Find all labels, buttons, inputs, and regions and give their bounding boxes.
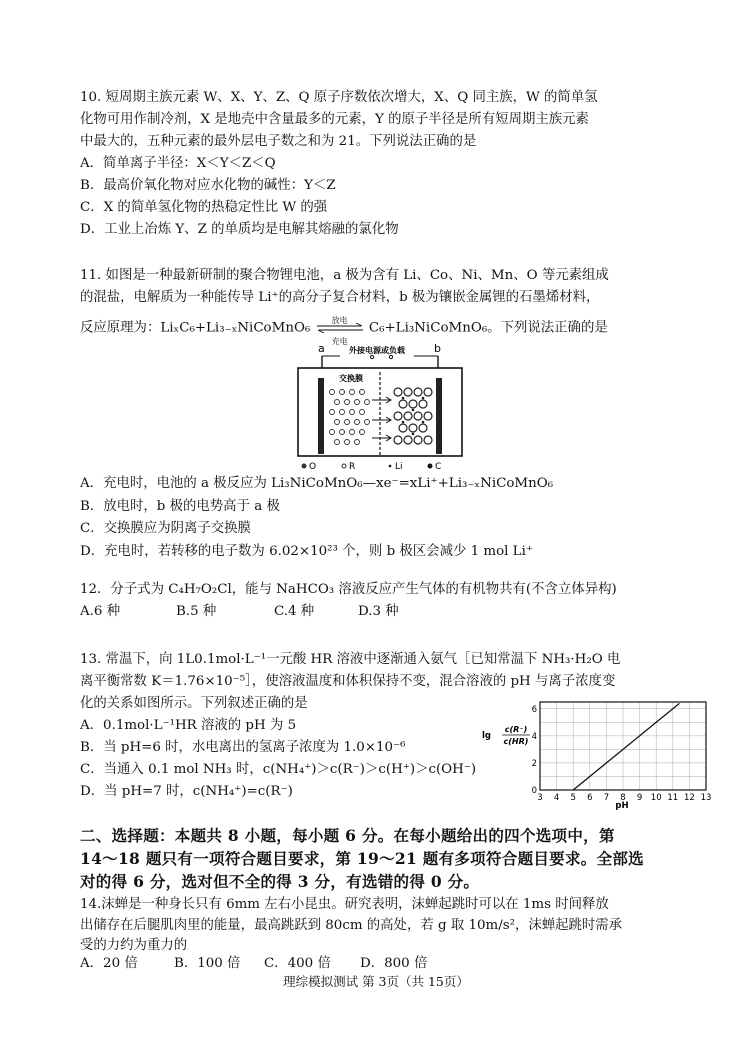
section2-line-1: 二、选择题：本题共 8 小题，每小题 6 分。在每小题给出的四个选项中，第 [80, 826, 615, 845]
arrow-top-label: 放电 [331, 316, 348, 325]
q13-stem-line-3: 化的关系如图所示。下列叙述正确的是 [80, 696, 308, 711]
reversible-arrow [315, 316, 365, 346]
external-circuit-label: 外接电源或负载 [349, 346, 405, 355]
q13-option-d: D．当 pH=7 时，c(NH₄⁺)=c(R⁻) [80, 784, 293, 799]
arrow-bottom-label: 充电 [331, 337, 348, 346]
membrane-label: 交换膜 [339, 374, 363, 383]
q11-option-d: D．充电时，若转移的电子数为 6.02×10²³ 个，则 b 极区会减少 1 mol Li⁺ [80, 544, 533, 559]
q11-reaction-right: C₆+Li₃NiCoMnO₆。下列说法正确的是 [368, 320, 608, 336]
q12-option-d: D.3 种 [358, 604, 399, 619]
x-tick-label: 4 [553, 793, 560, 803]
x-tick-label: 12 [683, 793, 695, 803]
x-tick-label: 11 [667, 793, 679, 803]
x-tick-label: 7 [603, 793, 610, 803]
q14-stem-line-2: 出储存在后腿肌肉里的能量，最高跳跃到 80cm 的高处，若 g 取 10m/s²，沫蝉起跳时需承 [80, 918, 623, 933]
q10-stem-line-3: 中最大的，五种元素的最外层电子数之和为 21。下列说法正确的是 [80, 134, 477, 149]
q11-stem-line-2: 的混盐，电解质为一种能传导 Li⁺的高分子复合材料，b 极为镶嵌金属锂的石墨烯材料， [80, 290, 600, 305]
q12-options [80, 602, 399, 622]
x-tick-label: 13 [700, 793, 712, 803]
x-tick-label: 5 [570, 793, 576, 803]
y-tick-label: 2 [531, 758, 537, 769]
q14-option-d: D．800 倍 [360, 956, 428, 971]
q11-reaction-prefix: 反应原理为： [80, 320, 161, 336]
q11-reaction-left: LiₓC₆+Li₃₋ₓNiCoMnO₆ [160, 320, 311, 336]
q14-option-b: B．100 倍 [174, 956, 241, 971]
q14-options [80, 954, 427, 974]
section2-line-3: 对的得 6 分，选对但不全的得 3 分，有选错的得 0 分。 [80, 872, 480, 891]
q12-option-a: A.6 种 [80, 604, 121, 619]
section2-line-2: 14～18 题只有一项符合题目要求，第 19～21 题有多项符合题目要求。全部选 [80, 849, 644, 868]
ph-chart [480, 694, 712, 810]
series-line [573, 703, 679, 790]
page-footer: 理综模拟测试 第 3页（共 15页） [283, 974, 469, 989]
x-tick-label: 3 [537, 793, 543, 803]
q11-stem-line-1: 11. 如图是一种最新研制的聚合物锂电池，a 极为含有 Li、Co、Ni、Mn、O 等元素组成 [80, 268, 609, 283]
q10-stem-line-2: 化物可用作制冷剂，X 是地壳中含量最多的元素，Y 的原子半径是所有短周期主族元素 [80, 112, 589, 127]
x-tick-label: 6 [587, 793, 593, 803]
q13-option-a: A．0.1mol·L⁻¹HR 溶液的 pH 为 5 [80, 718, 297, 733]
y-tick-label: 6 [531, 704, 537, 715]
q11-option-c: C．交换膜应为阴离子交换膜 [80, 521, 251, 536]
chart-x-ticks [537, 793, 711, 803]
q13-stem-line-2: 离平衡常数 K＝1.76×10⁻⁵］，使溶液温度和体积保持不变，混合溶液的 pH 与离子浓度变 [80, 674, 616, 689]
q10-option-c: C．X 的简单氢化物的热稳定性比 W 的强 [80, 200, 328, 215]
chart-ylabel-denominator: c(HR) [503, 737, 529, 746]
x-tick-label: 8 [620, 793, 626, 803]
x-tick-label: 9 [636, 793, 643, 803]
q13-option-c: C．当通入 0.1 mol NH₃ 时，c(NH₄⁺)＞c(R⁻)＞c(H⁺)＞c(OH⁻) [80, 762, 477, 777]
legend-c: C [435, 462, 442, 472]
y-tick-label: 0 [531, 786, 537, 796]
q13-stem-line-1: 13. 常温下，向 1L0.1mol·L⁻¹一元酸 HR 溶液中逐渐通入氨气［已知常温下 NH₃·H₂O 电 [80, 652, 621, 667]
q11-option-a: A．充电时，电池的 a 极反应为 Li₃NiCoMnO₆—xe⁻=xLi⁺+Li₃₋ₓNiCoMnO₆ [80, 476, 554, 491]
legend-li: Li [395, 462, 403, 472]
q10-option-a: A．简单离子半径：X＜Y＜Z＜Q [80, 156, 276, 171]
q12-stem: 12．分子式为 C₄H₇O₂Cl，能与 NaHCO₃ 溶液反应产生气体的有机物共有(不含立体异构) [80, 582, 617, 597]
q14-option-a: A．20 倍 [80, 956, 138, 971]
q14-option-c: C．400 倍 [264, 956, 331, 971]
battery-diagram [294, 338, 466, 474]
q12-option-b: B.5 种 [176, 604, 217, 619]
diagram-legend [302, 462, 442, 472]
q14-stem-line-1: 14.沫蝉是一种身长只有 6mm 左右小昆虫。研究表明，沫蝉起跳时可以在 1ms 时间释放 [80, 897, 609, 912]
chart-xlabel: pH [615, 801, 629, 810]
q12-option-c: C.4 种 [274, 604, 315, 619]
chart-ylabel-numerator: c(R⁻) [504, 725, 528, 734]
legend-o: O [309, 462, 317, 472]
electrode-b-label: b [434, 342, 441, 355]
chart-ylabel-prefix: lg [482, 731, 491, 741]
q13-option-b: B．当 pH=6 时，水电离出的氢离子浓度为 1.0×10⁻⁶ [80, 740, 406, 755]
q11-reaction [80, 316, 608, 346]
q10-stem-line-1: 10. 短周期主族元素 W、X、Y、Z、Q 原子序数依次增大，X、Q 同主族，W 的简单氢 [80, 90, 598, 105]
q10-option-d: D．工业上冶炼 Y、Z 的单质均是电解其熔融的氯化物 [80, 222, 399, 237]
q10-option-b: B．最高价氧化物对应水化物的碱性：Y＜Z [80, 178, 336, 193]
electrode-a-label: a [318, 342, 325, 355]
y-tick-label: 4 [531, 731, 537, 742]
q14-stem-line-3: 受的力约为重力的 [80, 938, 188, 953]
chart-series [573, 703, 679, 790]
q11-option-b: B．放电时，b 极的电势高于 a 极 [80, 499, 280, 514]
chart-y-ticks [532, 705, 537, 796]
chart-grid [540, 702, 706, 790]
legend-r: R [349, 462, 356, 472]
x-tick-label: 10 [650, 793, 662, 803]
